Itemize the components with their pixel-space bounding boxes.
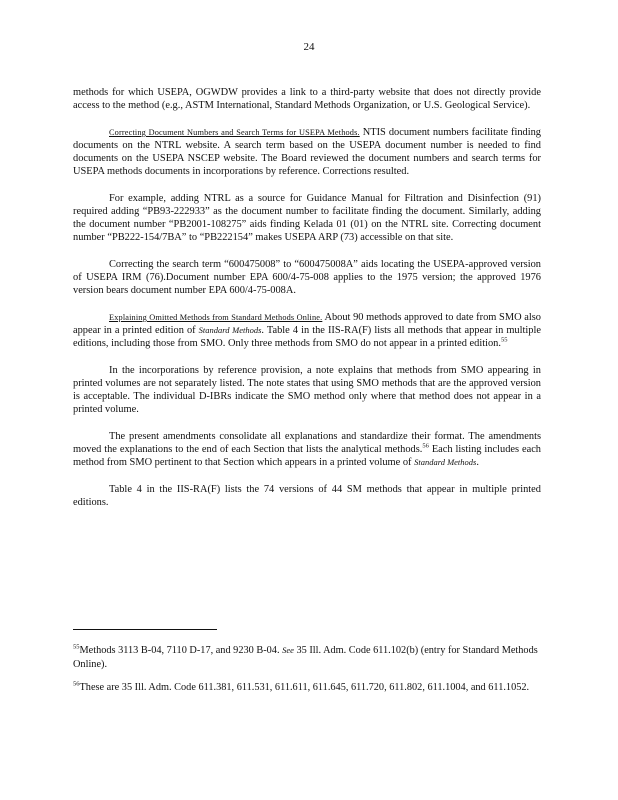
run-in-heading-explaining: Explaining Omitted Methods from Standard Methods Online. xyxy=(109,313,323,322)
paragraph-text: The present amendments consolidate all explanations and standardize their format. The amendments moved the explanations to the end of each Section that lists the analytical methods. xyxy=(73,431,541,455)
footnote-55 xyxy=(73,643,541,672)
footnote-text: These are 35 Ill. Adm. Code 611.381, 611.531, 611.611, 611.645, 611.720, 611.802, 611.1004, and 611.1052. xyxy=(79,682,530,693)
italic-standard-methods: Standard Methods xyxy=(414,457,477,467)
paragraph-present-amendments xyxy=(73,430,541,469)
paragraph-text: Each listing includes each method from SMO pertinent to that Section which appears in a printed volume of xyxy=(73,444,542,468)
body-text xyxy=(73,86,541,523)
paragraph-text: . xyxy=(476,457,479,468)
footnote-text: 35 Ill. Adm. Code 611.102(b) (entry for Standard Methods Online). xyxy=(73,645,538,670)
paragraph-text: . Table 4 in the IIS-RA(F) lists all methods that appear in multiple editions, including those from SMO. Only three methods from SMO do not appear in a printed edition. xyxy=(73,325,541,349)
footnote-mark-55: 55 xyxy=(73,643,80,651)
italic-standard-methods: Standard Methods xyxy=(198,325,262,335)
footnote-text: Methods 3113 B-04, 7110 D-17, and 9230 B-04. xyxy=(79,645,283,656)
footnote-ref-56[interactable]: 56 xyxy=(422,442,429,450)
run-in-heading-correcting: Correcting Document Numbers and Search Terms for USEPA Methods. xyxy=(109,128,360,137)
italic-see: See xyxy=(282,645,294,655)
paragraph-search-term: Correcting the search term “600475008” to “600475008A” aids locating the USEPA-approved version of USEPA IRM (76).Document number EPA 600/4-75-008 applies to the 1975 version; the approved 1976 version bears document number EPA 600/4-75-008A. xyxy=(73,259,541,296)
page-number: 24 xyxy=(303,41,315,53)
paragraph-table-4: Table 4 in the IIS-RA(F) lists the 74 versions of 44 SM methods that appear in multiple printed editions. xyxy=(73,484,541,508)
paragraph-continuation: methods for which USEPA, OGWDW provides a link to a third-party website that does not directly provide access to the method (e.g., ASTM International, Standard Methods Organization, or U.S. Geological Service). xyxy=(73,87,541,111)
paragraph-text: About 90 methods approved to date from SMO also appear in a printed edition of xyxy=(73,312,541,336)
footnote-separator xyxy=(73,629,217,630)
footnote-mark-56: 56 xyxy=(73,680,80,688)
paragraph-correcting-document-numbers xyxy=(73,126,541,178)
paragraph-example-ntrl: For example, adding NTRL as a source for Guidance Manual for Filtration and Disinfection (91) required adding “PB93-222933” as the document number to facilitate finding the document. Similarly, adding the document number “PB2001-108275” aids finding Kelada 01 (01) on the NTRL site. Correcting document number “PB222-154/7BA” to “PB222154” makes USEPA ARP (73) accessible on that site. xyxy=(73,193,541,243)
paragraph-note-explains: In the incorporations by reference provision, a note explains that methods from SMO appearing in printed volumes are not separately listed. The note states that using SMO methods that are the approved version is acceptable. The individual D-IBRs indicate the SMO method only where that method does not appear in a printed volume. xyxy=(73,365,541,415)
footnote-56 xyxy=(73,681,541,695)
paragraph-omitted-methods xyxy=(73,311,541,350)
footnote-ref-55[interactable]: 55 xyxy=(500,336,508,344)
paragraph-text: NTIS document numbers facilitate finding documents on the NTRL website. A search term based on the USEPA document number is needed to find documents on the USEPA NSCEP website. The Board reviewed the document numbers and search terms for USEPA methods documents in incorporations by reference. Corrections resulted. xyxy=(73,127,541,177)
footnotes xyxy=(73,643,541,704)
